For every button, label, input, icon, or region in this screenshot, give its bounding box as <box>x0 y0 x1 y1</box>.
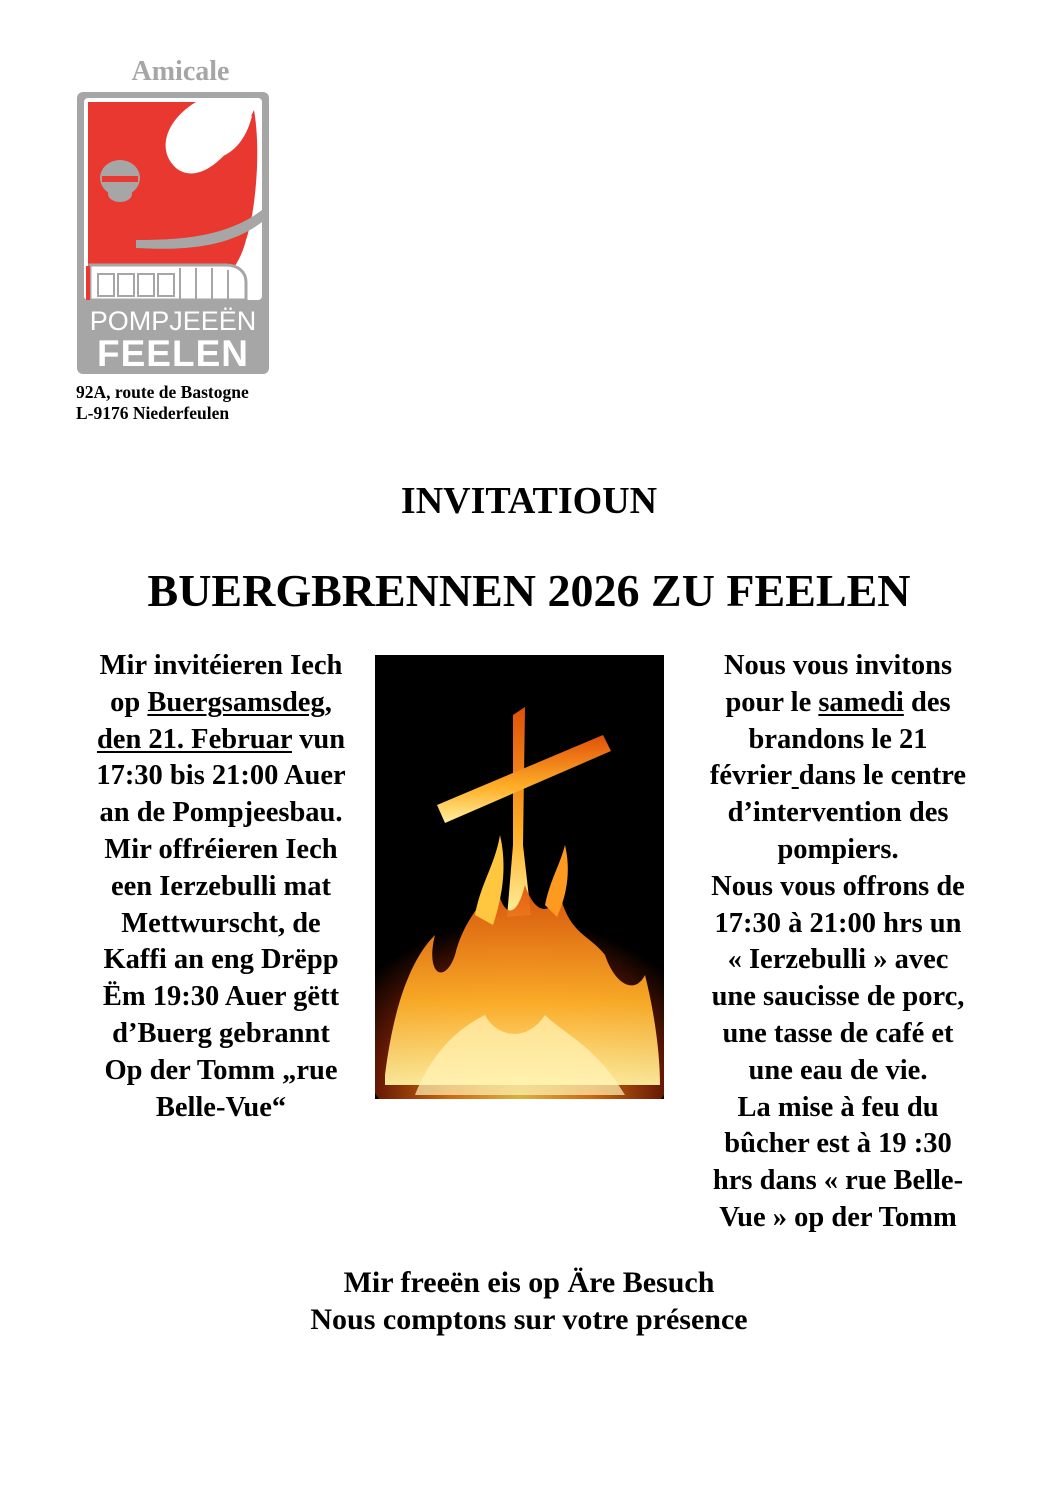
left-line: an de Pompjeesbau. <box>99 797 343 829</box>
right-line: une saucisse de porc, <box>711 981 965 1013</box>
right-line: pour le samedi des <box>725 686 951 718</box>
burning-cross-image <box>375 655 664 1099</box>
left-line: Kaffi an eng Drëpp <box>103 944 339 976</box>
left-line: Mir invitéieren Iech <box>99 650 343 681</box>
right-line: 17:30 à 21:00 hrs un <box>714 907 962 939</box>
left-line: Mir offréieren Iech <box>104 833 338 865</box>
bonfire-photo <box>375 655 664 1099</box>
address-line1: 92A, route de Bastogne <box>76 382 249 402</box>
right-line: bûcher est à 19 :30 <box>724 1128 952 1160</box>
event-title: BUERGBRENNEN 2026 ZU FEELEN <box>147 565 911 616</box>
fire-brigade-logo <box>76 90 271 376</box>
closing-text <box>0 1264 1058 1338</box>
invitation-title: INVITATIOUN <box>400 480 658 522</box>
right-line: pompiers. <box>777 833 899 865</box>
left-line: d’Buerg gebrannt <box>112 1017 330 1049</box>
right-line: une tasse de café et <box>722 1017 954 1049</box>
building-icon <box>86 265 246 300</box>
right-line: Nous vous invitons <box>723 650 953 681</box>
logo-block <box>76 56 271 376</box>
left-column-text <box>68 648 374 1126</box>
left-line: 17:30 bis 21:00 Auer <box>96 760 346 792</box>
right-line: Vue » op der Tomm <box>719 1201 957 1233</box>
right-line: Nous vous offrons de <box>711 870 965 902</box>
left-line: een Ierzebulli mat <box>110 870 332 902</box>
left-line: Op der Tomm „rue <box>104 1054 338 1086</box>
right-line: d’intervention des <box>727 797 949 829</box>
right-line: février dans le centre <box>709 760 967 792</box>
left-line: Belle-Vue“ <box>155 1091 287 1123</box>
right-line: « Ierzebulli » avec <box>727 944 949 976</box>
logo-text-line2: FEELEN <box>97 333 249 374</box>
left-line: Ëm 19:30 Auer gëtt <box>102 981 340 1013</box>
right-line: hrs dans « rue Belle- <box>712 1165 964 1197</box>
closing-line1: Mir freeën eis op Äre Besuch <box>343 1266 715 1299</box>
amicale-label: Amicale <box>131 56 230 87</box>
logo-text-line1: POMPJEEËN <box>89 306 257 336</box>
address <box>76 382 249 424</box>
right-line: brandons le 21 <box>748 723 928 755</box>
left-line: op Buergsamsdeg, <box>110 686 332 718</box>
address-line2: L-9176 Niederfeulen <box>76 403 230 423</box>
left-line: Mettwurscht, de <box>121 907 321 939</box>
left-line: den 21. Februar vun <box>96 723 346 755</box>
right-line: une eau de vie. <box>748 1054 928 1086</box>
right-line: La mise à feu du <box>737 1091 939 1123</box>
right-column-text <box>680 648 996 1237</box>
closing-line2: Nous comptons sur votre présence <box>310 1303 748 1336</box>
